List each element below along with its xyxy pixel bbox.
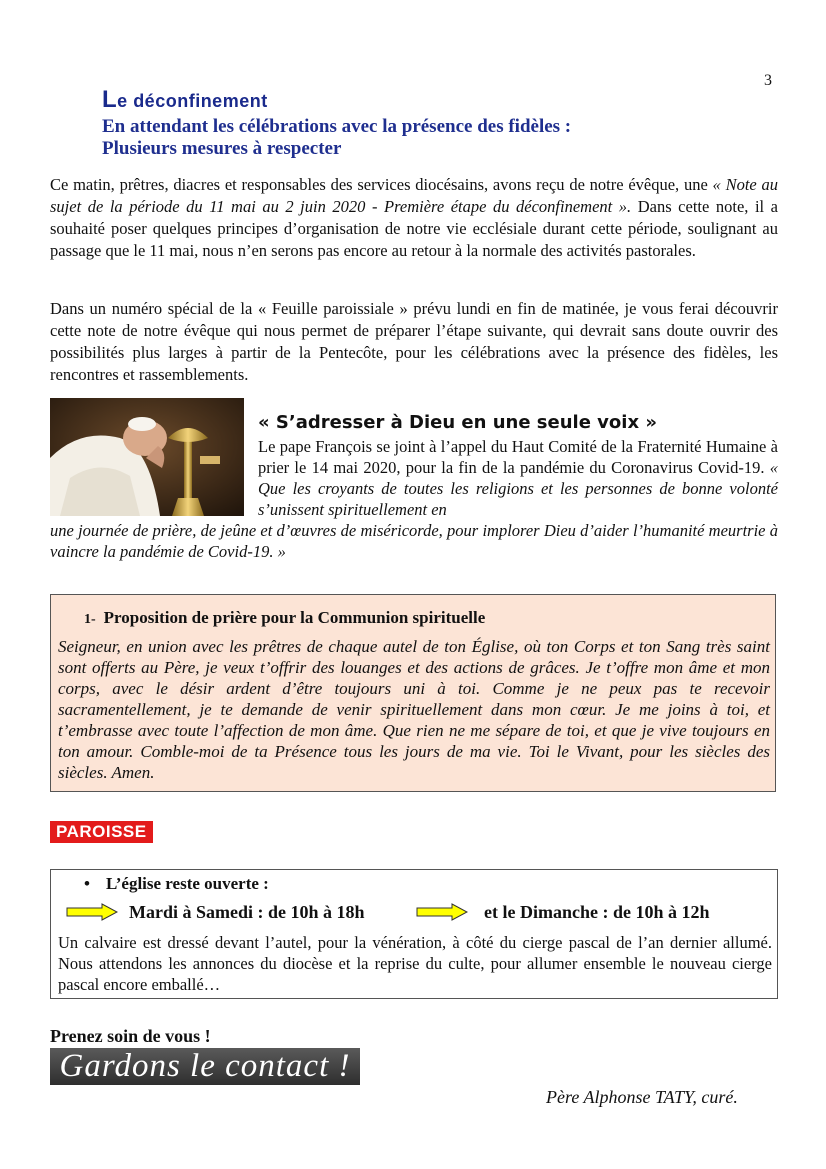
- closing-line: Prenez soin de vous !: [50, 1026, 211, 1046]
- bullet-icon: •: [84, 874, 90, 893]
- pope-photo-illustration: [50, 398, 244, 516]
- prayer-text: Seigneur, en union avec les prêtres de chaque autel de ton Église, où ton Corps et ton Sang très saint sont offerts au Père, je veux t’offrir des louanges et des actions de grâces. Je t’offre mon âme et mon corps, avec le désir ardent d’être toujours uni à toi. Comme je ne peux pas te recevoir sacramentellement, je te demande de venir spirituellement dans mon cœur. Je me joins à toi, et t’embrasse avec toute l’affection de mon âme. Que rien ne me sépare de toi, et que je vive toujours en ton amour. Comble-moi de ta Présence tous les jours de ma vie. Toi le Vivant, pour les siècles des siècles. Amen.: [58, 637, 770, 782]
- hours-sunday: et le Dimanche : de 10h à 12h: [484, 902, 710, 922]
- page-number: 3: [764, 72, 772, 89]
- insert-text: [258, 436, 778, 520]
- section-title: [102, 86, 268, 114]
- section-title-rest-2: déconfinement: [127, 91, 268, 111]
- insert-quote: « Que les croyants de toutes les religions et les personnes de bonne volonté s’unissent spirituellement en: [258, 458, 778, 519]
- insert-quote-continuation: une journée de prière, de jeûne et d’œuvres de miséricorde, pour implorer Dieu d’aider l’humanité meurtrie à vaincre la pandémie de Covid-19. »: [50, 521, 778, 561]
- arrow-right-icon: [66, 903, 118, 921]
- church-open-bullet: [84, 874, 269, 894]
- subtitle-line-2: Plusieurs mesures à respecter: [102, 138, 342, 159]
- section-title-initial: L: [102, 86, 118, 113]
- prayer-heading-text: Proposition de prière pour la Communion spirituelle: [103, 608, 486, 627]
- pope-photo: [50, 398, 244, 516]
- prayer-heading: [84, 608, 485, 628]
- intro-text-a: Ce matin, prêtres, diacres et responsables des services diocésains, avons reçu de notre évêque, une: [50, 175, 713, 194]
- section-title-rest-1: e: [117, 91, 128, 111]
- insert-text-a: Le pape François se joint à l’appel du Haut Comité de la Fraternité Humaine à prier le 14 mai 2020, pour la fin de la pandémie du Coronavirus Covid-19.: [258, 437, 778, 477]
- parish-badge: PAROISSE: [50, 821, 153, 843]
- section-subtitle: [102, 116, 571, 160]
- insert-title: « S’adresser à Dieu en une seule voix »: [258, 412, 657, 433]
- intro-text-b: Dans cette note, il a souhaité poser quelques principes d’organisation de notre vie ecclésiale durant cette période, soulignant au passage que le 11 mai, nous n’en serons pas encore au retour à la normale des activités pastorales.: [50, 197, 778, 260]
- hours-weekday: Mardi à Samedi : de 10h à 18h: [129, 902, 365, 922]
- contact-banner: Gardons le contact !: [50, 1048, 360, 1085]
- subtitle-line-1: En attendant les célébrations avec la présence des fidèles :: [102, 116, 572, 137]
- church-text: Un calvaire est dressé devant l’autel, pour la vénération, à côté du cierge pascal de l’an dernier allumé. Nous attendons les annonces du diocèse et la reprise du culte, pour allumer ensemble le nouveau cierge pascal encore emballé…: [58, 933, 772, 994]
- signature: Père Alphonse TATY, curé.: [546, 1087, 738, 1107]
- intro-paragraph-2: Dans un numéro spécial de la « Feuille paroissiale » prévu lundi en fin de matinée, je vous ferai découvrir cette note de notre évêque qui nous permet de préparer l’étape suivante, qui devrait sans doute ouvrir des possibilités plus larges à partir de la Pentecôte, pour les célébrations avec la présence des fidèles, les rencontres et rassemblements.: [50, 299, 778, 384]
- intro-note-title: « Note au sujet de la période du 11 mai au 2 juin 2020 - Première étape du déconfinement ».: [50, 175, 778, 216]
- church-open-text: L’église reste ouverte :: [105, 874, 269, 893]
- arrow-right-icon: [416, 903, 468, 921]
- prayer-number: 1-: [84, 612, 96, 627]
- intro-paragraph-1: [50, 174, 778, 262]
